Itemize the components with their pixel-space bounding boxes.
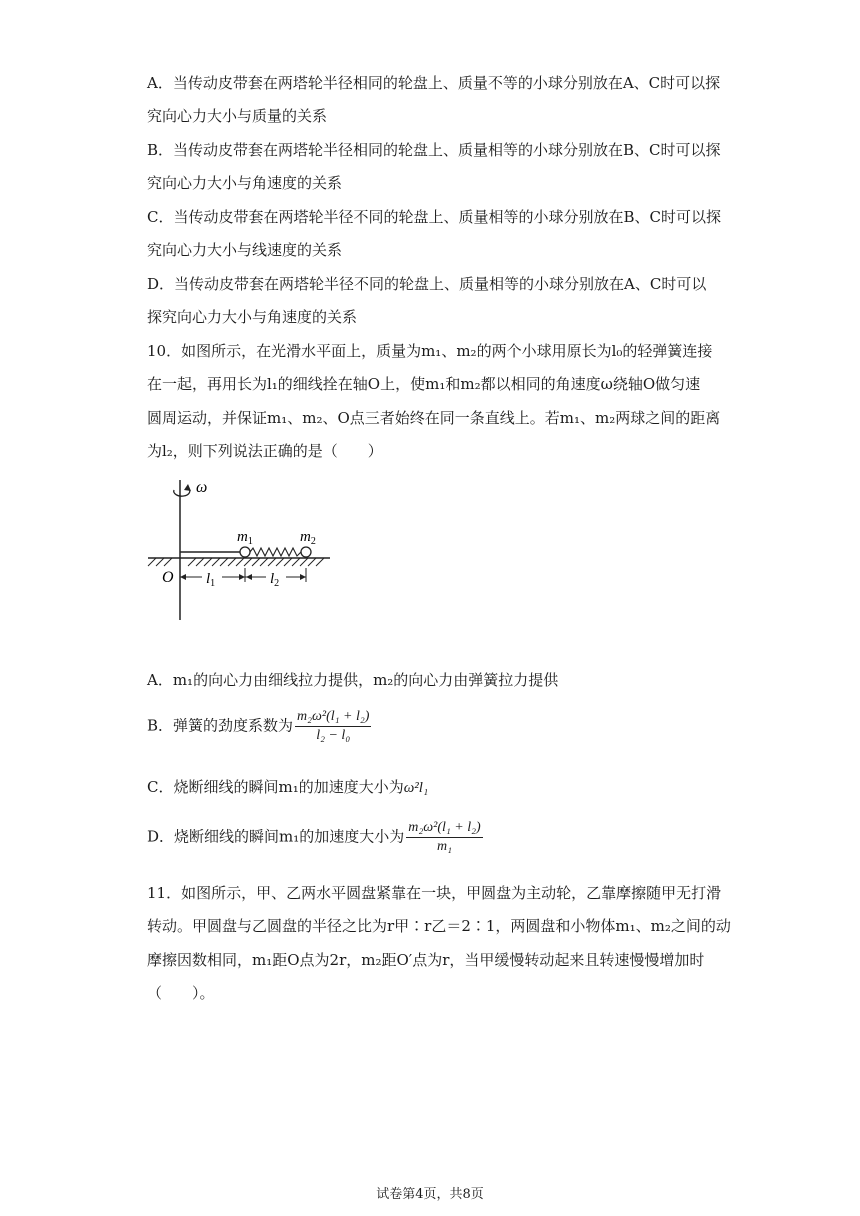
q10-option-b-text: B．弹簧的劲度系数为 xyxy=(147,716,294,735)
q10-option-a: A．m₁的向心力由细线拉力提供，m₂的向心力由弹簧拉力提供 xyxy=(147,671,559,689)
q9-option-d-line1: D．当传动皮带套在两塔轮半径不同的轮盘上、质量相等的小球分别放在A、C时可以 xyxy=(147,275,707,293)
dim-arrow-icon xyxy=(239,574,245,580)
page-footer: 试卷第4页，共8页 xyxy=(376,1187,484,1202)
fraction-numerator: m₂ω²(l₁ + l₂) xyxy=(406,820,482,838)
origin-label: O xyxy=(162,569,174,586)
ball-m2 xyxy=(301,547,311,557)
q10-option-b-fraction xyxy=(295,709,371,744)
q10-option-d xyxy=(147,820,483,855)
q11-stem-line1: 11．如图所示，甲、乙两水平圆盘紧靠在一块，甲圆盘为主动轮，乙靠摩擦随甲无打滑 xyxy=(147,884,722,902)
q10-stem-line4: 为l₂，则下列说法正确的是（ ） xyxy=(147,442,383,460)
fraction-numerator: m₂ω²(l₁ + l₂) xyxy=(295,709,371,727)
ground-hatch xyxy=(148,558,324,566)
fraction-denominator: l₂ − l₀ xyxy=(316,728,351,743)
fraction-denominator: m₁ xyxy=(436,839,452,854)
q9-option-c-line2: 究向心力大小与线速度的关系 xyxy=(147,241,343,259)
q9-option-b-line2: 究向心力大小与角速度的关系 xyxy=(147,174,343,192)
q11-stem-line4: （ ）。 xyxy=(147,984,215,1002)
ball-m1 xyxy=(240,547,250,557)
q10-stem-line2: 在一起，再用长为l₁的细线拴在轴O上，使m₁和m₂都以相同的角速度ω绕轴O做匀速 xyxy=(147,375,701,393)
q10-option-b xyxy=(147,709,371,744)
q10-option-c-expression: ω²l₁ xyxy=(403,780,429,796)
m2-label: $m_2$ xyxy=(300,529,316,547)
dim-arrow-icon xyxy=(180,574,186,580)
q10-stem-line3: 圆周运动，并保证m₁、m₂、O点三者始终在同一条直线上。若m₁、m₂两球之间的距离 xyxy=(147,409,721,427)
m1-label: $m_1$ xyxy=(237,529,253,547)
q10-figure xyxy=(140,470,350,630)
q9-option-a-line2: 究向心力大小与质量的关系 xyxy=(147,107,328,125)
q11-stem-line2: 转动。甲圆盘与乙圆盘的半径之比为r甲∶r乙＝2∶1，两圆盘和小物体m₁、m₂之间的动 xyxy=(147,917,731,935)
q9-option-c-line1: C．当传动皮带套在两塔轮半径不同的轮盘上、质量相等的小球分别放在B、C时可以探 xyxy=(147,208,721,226)
q10-option-c xyxy=(147,777,428,798)
omega-label: ω xyxy=(196,479,208,496)
q9-option-a-line1: A．当传动皮带套在两塔轮半径相同的轮盘上、质量不等的小球分别放在A、C时可以探 xyxy=(147,74,721,92)
q9-option-d-line2: 探究向心力大小与角速度的关系 xyxy=(147,308,358,326)
q10-stem-line1: 10．如图所示，在光滑水平面上，质量为m₁、m₂的两个小球用原长为l₀的轻弹簧连接 xyxy=(147,342,713,360)
q10-option-d-text: D．烧断细线的瞬间m₁的加速度大小为 xyxy=(147,827,405,846)
dim-arrow-icon xyxy=(300,574,306,580)
dim-arrow-icon xyxy=(246,574,252,580)
spring xyxy=(250,548,301,556)
l2-label: $l_2$ xyxy=(270,571,280,589)
q10-option-d-fraction xyxy=(406,820,482,855)
rotation-arrowhead-icon xyxy=(184,484,191,491)
q9-option-b-line1: B．当传动皮带套在两塔轮半径相同的轮盘上、质量相等的小球分别放在B、C时可以探 xyxy=(147,141,721,159)
q11-stem-line3: 摩擦因数相同，m₁距O点为2r，m₂距O′点为r，当甲缓慢转动起来且转速慢慢增加时 xyxy=(147,951,705,969)
q10-option-c-text: C．烧断细线的瞬间m₁的加速度大小为 xyxy=(147,778,404,796)
l1-label: $l_1$ xyxy=(206,571,216,589)
